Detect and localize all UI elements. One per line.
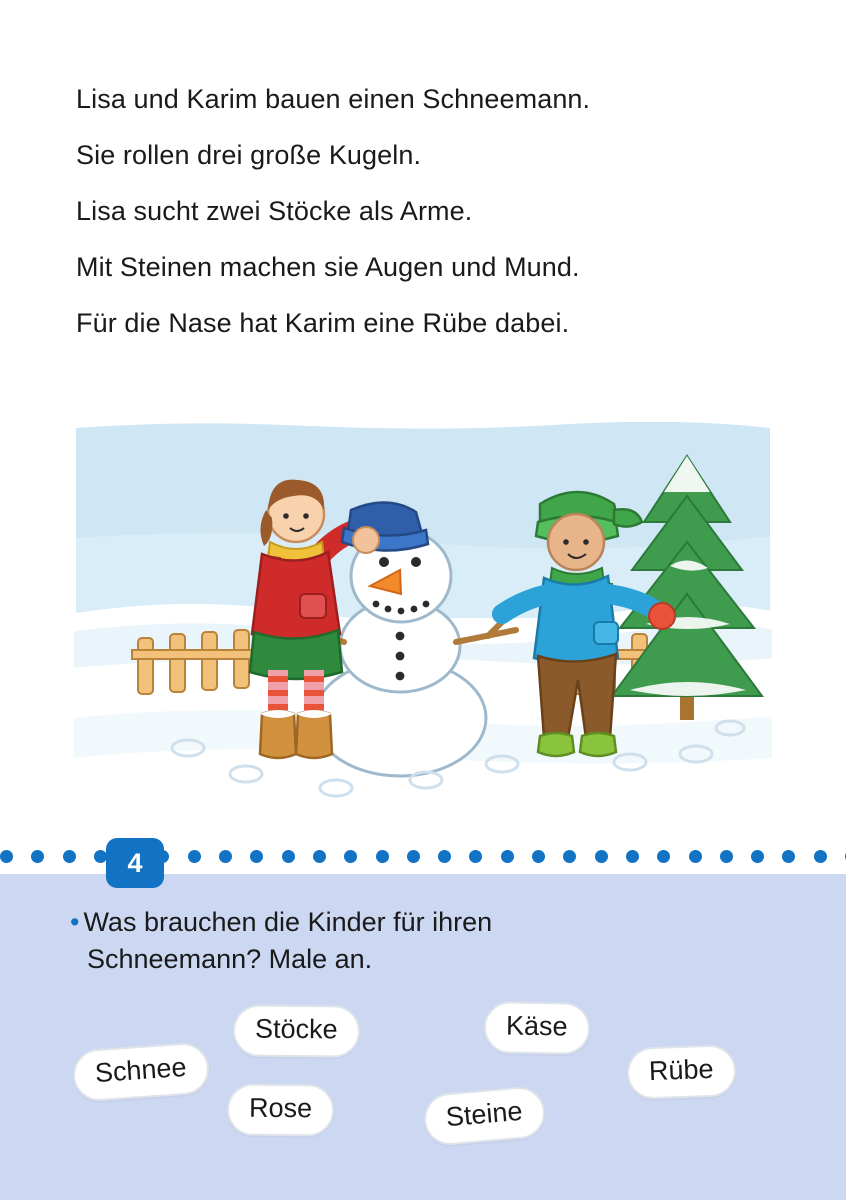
question-line-1: Was brauchen die Kinder für ihren	[83, 907, 493, 937]
girl-coat	[252, 552, 340, 641]
dotted-divider	[0, 838, 846, 878]
question-line-2: Schneemann? Male an.	[87, 944, 373, 975]
divider-dot	[751, 850, 764, 863]
divider-dot	[782, 850, 795, 863]
snowman-eye-left	[379, 557, 389, 567]
story-line-4: Mit Steinen machen sie Augen und Mund.	[76, 252, 580, 282]
divider-dot	[188, 850, 201, 863]
divider-dot	[469, 850, 482, 863]
divider-dot	[376, 850, 389, 863]
story-line-5: Für die Nase hat Karim eine Rübe dabei.	[76, 308, 570, 338]
girl-skirt	[250, 630, 342, 679]
divider-dot	[0, 850, 13, 863]
divider-dot	[94, 850, 107, 863]
divider-dot	[31, 850, 44, 863]
divider-dot	[814, 850, 827, 863]
exercise-number-badge: 4	[106, 838, 164, 888]
divider-dot	[438, 850, 451, 863]
story-line-2: Sie rollen drei große Kugeln.	[76, 140, 422, 170]
word-chip-stoecke[interactable]: Stöcke	[233, 1004, 360, 1057]
divider-dot	[657, 850, 670, 863]
divider-dot	[532, 850, 545, 863]
boy-eye-right	[583, 539, 589, 545]
divider-dot	[63, 850, 76, 863]
divider-dot	[563, 850, 576, 863]
girl-eye-right	[303, 513, 309, 519]
snowman-eye-right	[411, 557, 421, 567]
word-chip-steine[interactable]: Steine	[422, 1085, 547, 1147]
divider-dot	[720, 850, 733, 863]
exercise-panel	[0, 874, 846, 1200]
divider-dot	[689, 850, 702, 863]
divider-dot	[219, 850, 232, 863]
snowman-illustration	[70, 418, 776, 814]
illustration-scene	[70, 418, 776, 814]
snowman-buttons	[396, 632, 405, 681]
girl-hand	[353, 527, 379, 553]
divider-dot	[282, 850, 295, 863]
boy-head	[548, 514, 604, 570]
story-text-block	[76, 86, 776, 366]
illustration-svg	[70, 418, 776, 814]
divider-dot	[501, 850, 514, 863]
divider-dot	[407, 850, 420, 863]
divider-dot	[250, 850, 263, 863]
boy-mitten-right	[649, 603, 675, 629]
story-line-1: Lisa und Karim bauen einen Schneemann.	[76, 84, 591, 114]
boy-eye-left	[563, 539, 569, 545]
word-chip-rose[interactable]: Rose	[227, 1084, 334, 1137]
girl-coat-pocket	[300, 594, 326, 618]
divider-dot	[344, 850, 357, 863]
girl-eye-left	[283, 513, 289, 519]
divider-dot	[626, 850, 639, 863]
word-chip-group	[0, 1002, 846, 1182]
question-bullet: •	[70, 907, 80, 937]
exercise-question	[70, 904, 770, 979]
divider-dot	[313, 850, 326, 863]
word-chip-schnee[interactable]: Schnee	[71, 1041, 210, 1102]
story-line-3: Lisa sucht zwei Stöcke als Arme.	[76, 196, 473, 226]
word-chip-ruebe[interactable]: Rübe	[626, 1044, 736, 1100]
word-chip-kaese[interactable]: Käse	[484, 1001, 590, 1055]
boy-jacket-pocket	[594, 622, 618, 644]
divider-dot	[595, 850, 608, 863]
